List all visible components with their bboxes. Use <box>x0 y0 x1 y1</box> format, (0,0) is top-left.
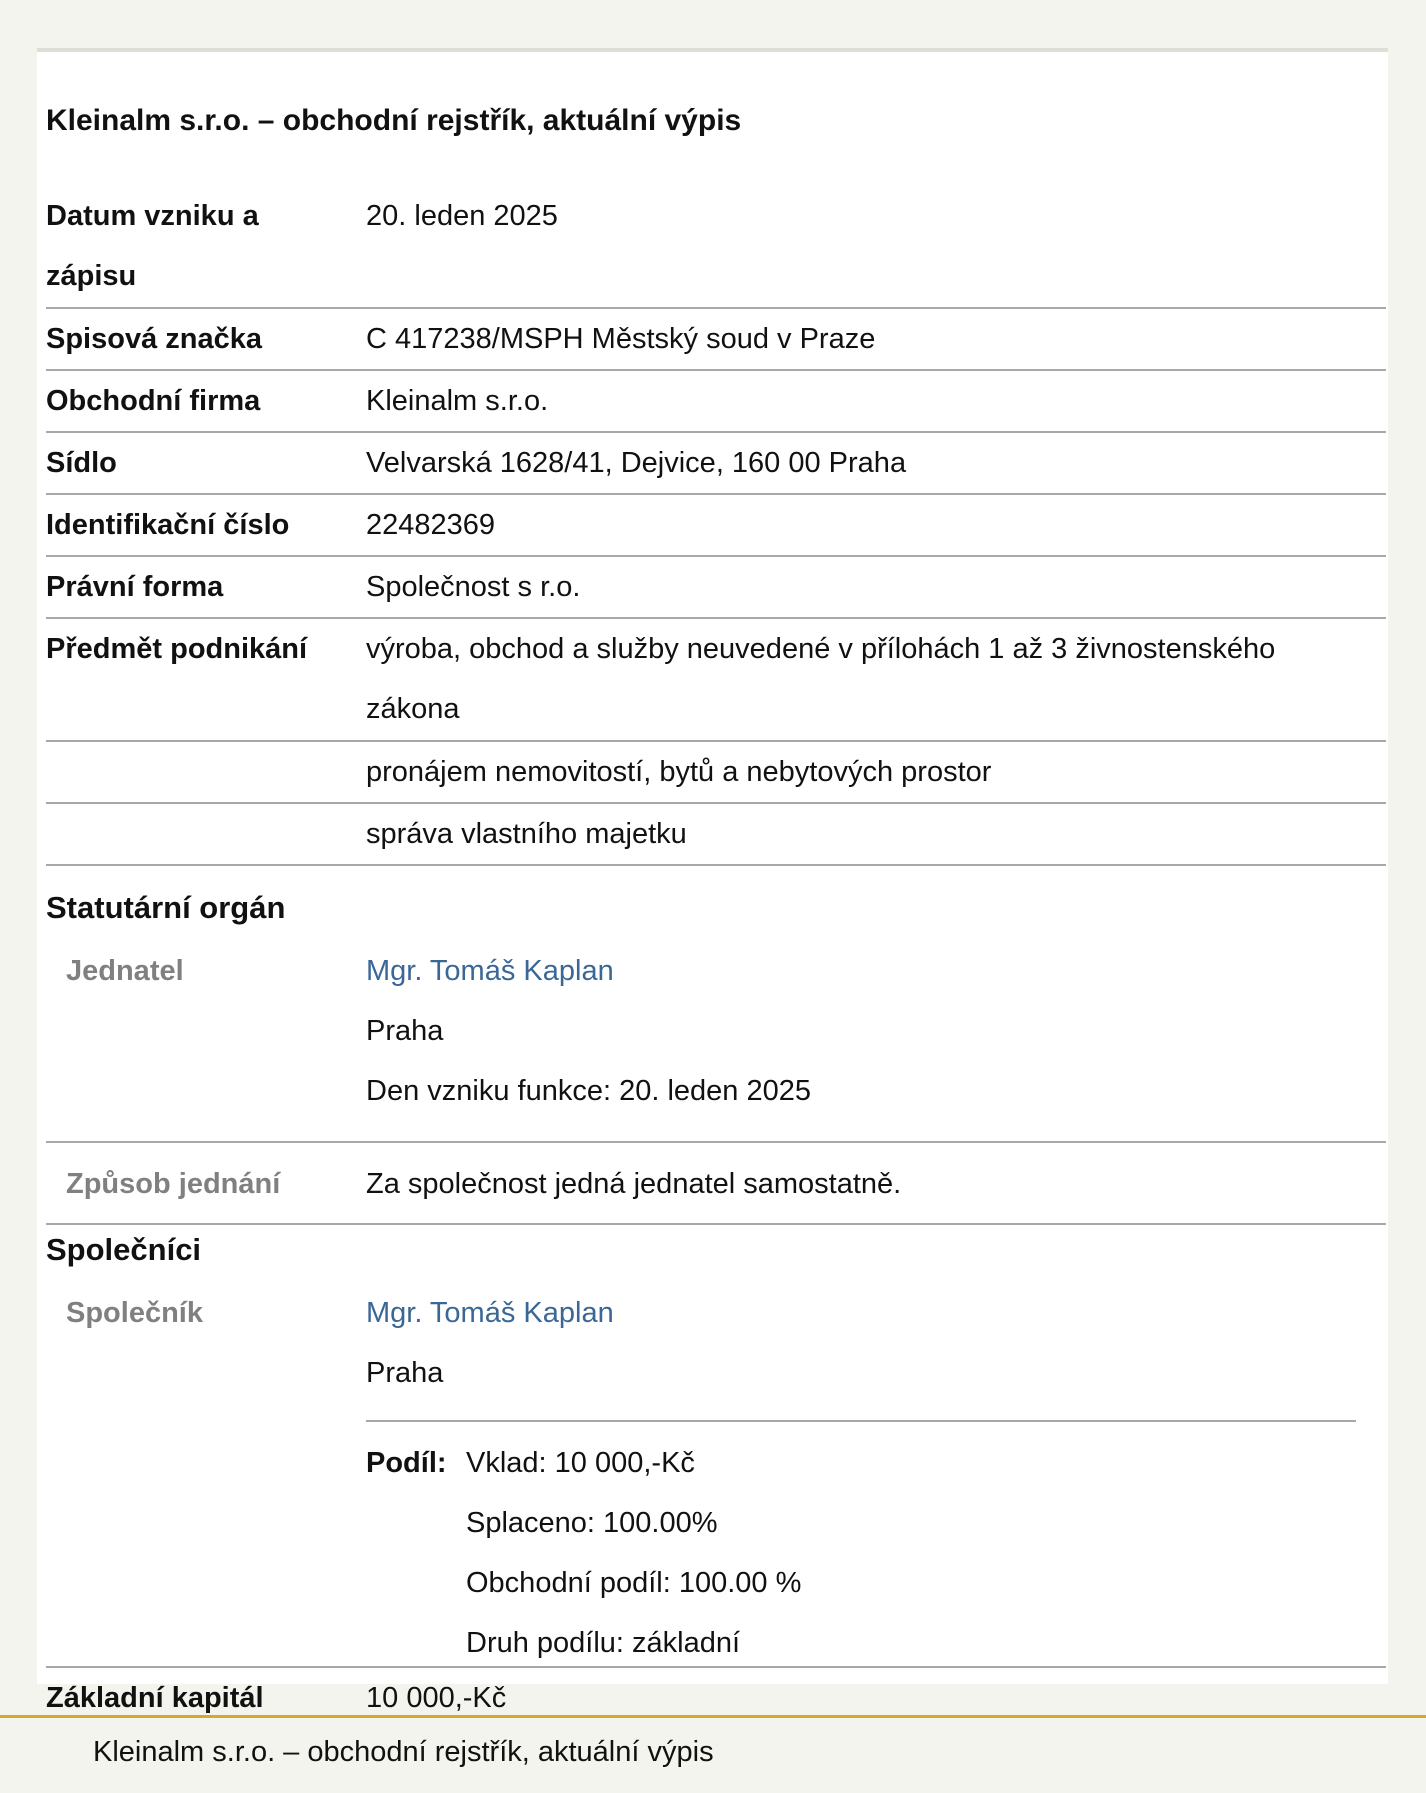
register-extract-card <box>37 48 1388 1714</box>
row-predmet-podnikani <box>46 619 1386 742</box>
row-datum-vzniku <box>46 186 1386 309</box>
page-footer <box>0 1715 1426 1793</box>
value-spolecnik-city: Praha <box>366 1357 444 1389</box>
share-divider <box>366 1420 1356 1422</box>
value-predmet-item: výroba, obchod a služby neuvedené v přílohách 1 až 3 živnostenského <box>366 633 1276 665</box>
value-jednatel-city: Praha <box>366 1015 444 1047</box>
row-pravni-forma <box>46 557 1386 619</box>
row-obchodni-firma <box>46 371 1386 433</box>
value-zakladni-kapital: 10 000,-Kč <box>366 1682 507 1714</box>
label-datum-vzniku: Datum vzniku a zápisu <box>46 200 259 292</box>
value-sidlo: Velvarská 1628/41, Dejvice, 160 00 Praha <box>366 447 907 479</box>
section-heading-spolecnici: Společníci <box>46 1232 202 1267</box>
value-predmet-item: zákona <box>366 693 460 725</box>
label-pravni-forma: Právní forma <box>46 571 224 603</box>
row-predmet-podnikani-2 <box>46 742 1386 804</box>
value-predmet-item: správa vlastního majetku <box>366 818 687 850</box>
value-vklad: Vklad: 10 000,-Kč <box>466 1447 695 1479</box>
value-predmet-item: pronájem nemovitostí, bytů a nebytových prostor <box>366 756 992 788</box>
label-jednatel: Jednatel <box>66 955 184 987</box>
label-spolecnik: Společník <box>66 1297 203 1329</box>
value-spisova-znacka: C 417238/MSPH Městský soud v Praze <box>366 323 876 355</box>
value-zpusob-jednani: Za společnost jedná jednatel samostatně. <box>366 1168 902 1200</box>
value-pravni-forma: Společnost s r.o. <box>366 571 581 603</box>
row-spisova-znacka <box>46 309 1386 371</box>
label-spisova-znacka: Spisová značka <box>46 323 262 355</box>
value-druh-podilu: Druh podílu: základní <box>466 1627 741 1659</box>
row-jednatel <box>46 941 1386 1143</box>
link-spolecnik-name[interactable]: Mgr. Tomáš Kaplan <box>366 1297 614 1329</box>
section-heading-statutarni-organ: Statutární orgán <box>46 890 286 925</box>
row-predmet-podnikani-3 <box>46 804 1386 866</box>
label-podil: Podíl: <box>366 1447 447 1479</box>
value-jednatel-since: Den vzniku funkce: 20. leden 2025 <box>366 1075 811 1107</box>
label-sidlo: Sídlo <box>46 447 117 479</box>
row-sidlo <box>46 433 1386 495</box>
label-zpusob-jednani: Způsob jednání <box>66 1168 281 1200</box>
row-identifikacni-cislo <box>46 495 1386 557</box>
value-splaceno: Splaceno: 100.00% <box>466 1507 718 1539</box>
link-jednatel-name[interactable]: Mgr. Tomáš Kaplan <box>366 955 614 987</box>
value-identifikacni-cislo: 22482369 <box>366 509 496 541</box>
label-predmet-podnikani: Předmět podnikání <box>46 633 308 665</box>
row-zpusob-jednani <box>46 1143 1386 1225</box>
label-zakladni-kapital: Základní kapitál <box>46 1682 264 1714</box>
value-obchodni-firma: Kleinalm s.r.o. <box>366 385 549 417</box>
value-obchodni-podil: Obchodní podíl: 100.00 % <box>466 1567 802 1599</box>
label-identifikacni-cislo: Identifikační číslo <box>46 509 290 541</box>
label-obchodni-firma: Obchodní firma <box>46 385 261 417</box>
page-title: Kleinalm s.r.o. – obchodní rejstřík, aktuální výpis <box>46 104 742 137</box>
value-datum-vzniku: 20. leden 2025 <box>366 200 558 232</box>
footer-title: Kleinalm s.r.o. – obchodní rejstřík, aktuální výpis <box>93 1736 714 1768</box>
row-spolecnik <box>46 1283 1386 1668</box>
